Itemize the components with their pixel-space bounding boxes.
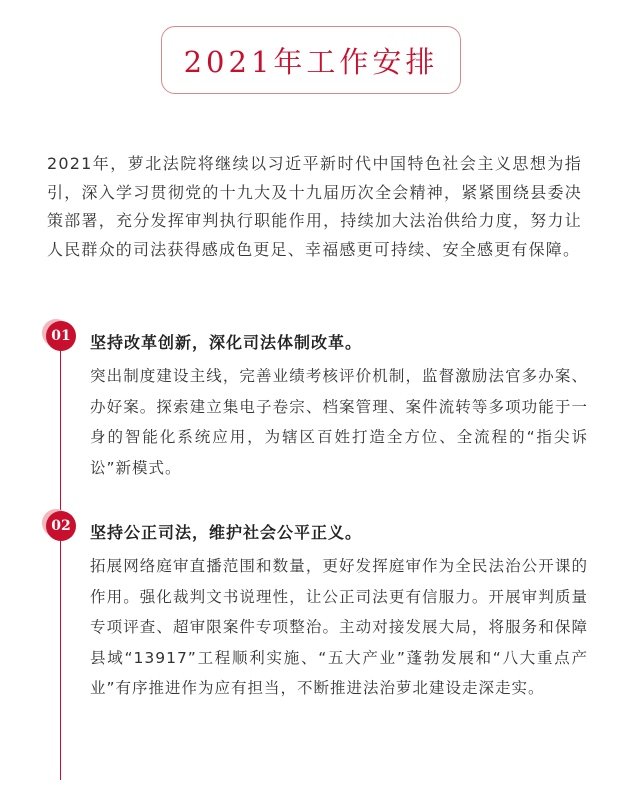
section-body-1: 突出制度建设主线，完善业绩考核评价机制，监督激励法官多办案、办好案。探索建立集电子卷宗、档案管理、案件流转等多项功能于一身的智能化系统应用，为辖区百姓打造全方位、全流程的“指尖诉讼”新模式。 [90,367,588,477]
section-heading-1: 坚持改革创新，深化司法体制改革。 [90,333,363,352]
section-number-badge-2: 02 [46,511,76,541]
title-box [161,26,461,94]
section-heading-2: 坚持公正司法，维护社会公平正义。 [90,523,363,542]
section-body-2: 拓展网络庭审直播范围和数量，更好发挥庭审作为全民法治公开课的作用。强化裁判文书说理性，让公正司法更有信服力。开展审判质量专项评查、超审限案件专项整治。主动对接发展大局，将服务和保障县域“13917”工程顺利实施、“五大产业”蓬勃发展和“八大重点产业”有序推进作为应有担当，不断推进法治萝北建设走深走实。 [90,557,588,697]
intro-paragraph: 2021年，萝北法院将继续以习近平新时代中国特色社会主义思想为指引，深入学习贯彻党的十九大及十九届历次全会精神，紧紧围绕县委决策部署，充分发挥审判执行职能作用，持续加大法治供给力度，努力让人民群众的司法获得感成色更足、幸福感更可持续、安全感更有保障。 [47,154,582,259]
page-title: 2021年工作安排 [183,44,439,79]
section-number-badge-1: 01 [46,321,76,351]
timeline-line [60,336,61,780]
